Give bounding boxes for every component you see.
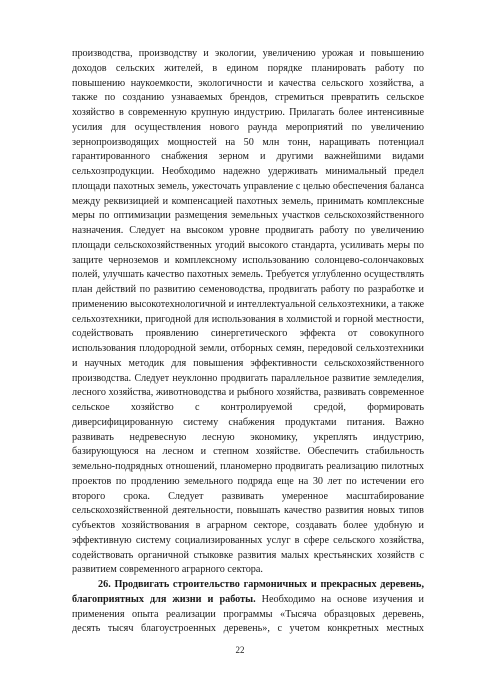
text-line: земельно-подрядных отношений, планомерно продвигать реализацию пилотных <box>72 461 424 472</box>
text-line: меры по оптимизации размещения земельных участков сельскохозяйственного <box>72 210 424 222</box>
text-line: сельскохозяйственной деятельности, повышать качество развития новых типов <box>72 505 424 517</box>
text-line: сельское хозяйство с контролируемой средой, формировать <box>72 402 424 413</box>
text-line: полей, улучшать качество пахотных земель. Требуется углубленно осуществлять <box>72 269 424 281</box>
section-text: Необходимо на основе изучения и <box>255 593 424 605</box>
text-line: сельхозтехники, пригодной для использования в холмистой и горной местности, <box>72 313 424 325</box>
text-line: второго срока. Следует развивать умеренное масштабирование <box>72 490 424 502</box>
text-line: назначения. Следует на высоком уровне продвигать работу по увеличению <box>72 225 424 236</box>
text-line: производства. Следует неуклонно продвигать параллельное развитие земледелия, <box>72 372 424 384</box>
section-heading: 26. Продвигать строительство гармоничных и прекрасных деревень, <box>98 579 424 590</box>
text-line: план действий по развитию семеноводства, продвигать работу по разработке и <box>72 284 424 295</box>
text-line: и научных методик для повышения эффективности сельскохозяйственного <box>72 357 424 369</box>
page-number: 22 <box>235 645 245 655</box>
text-line: хозяйство в современную крупную индустрию. Прилагать более интенсивные <box>72 107 424 118</box>
text-line: субъектов хозяйствования в аграрном секторе, создавать более удобную и <box>72 520 424 531</box>
text-line: также по созданию узнаваемых брендов, стремиться превратить сельское <box>72 92 424 104</box>
text-line: лесного хозяйства, животноводства и рыбного хозяйства, развивать современное <box>72 387 424 399</box>
text-line: базирующуюся на лесном и степном хозяйстве. Обеспечить стабильность <box>72 446 424 458</box>
text-line: площади пахотных земель, ужесточать управление с целью обеспечения баланса <box>72 180 424 192</box>
text-line: гарантированного снабжения зерном и другими важнейшими видами <box>72 151 424 163</box>
text-line: повышению наукоемкости, экологичности и качества сельского хозяйства, а <box>72 77 424 89</box>
text-line: защите черноземов и комплексному использованию солонцево-солончаковых <box>72 254 424 266</box>
text-line: усилия для осуществления нового раунда мероприятий по увеличению <box>72 121 424 133</box>
section-heading-line <box>72 593 424 608</box>
text-line: диверсифицированную систему снабжения продуктами питания. Важно <box>72 416 424 428</box>
text-line: содействовать проявлению синергетического эффекта от совокупного <box>72 328 424 340</box>
text-line: доходов сельских жителей, в едином порядке планировать работу по <box>72 62 424 74</box>
section-heading-line <box>72 578 424 593</box>
text-line: содействовать органичной стыковке развития малых крестьянских хозяйств с <box>72 549 424 561</box>
text-line: десять тысяч благоустроенных деревень», с учетом конкретных местных <box>72 623 424 635</box>
text-line: эффективную систему социализированных услуг в сфере сельского хозяйства, <box>72 534 424 546</box>
text-line: производства, производству и экологии, увеличению урожая и повышению <box>72 48 424 59</box>
text-line: применения опыта реализации программы «Тысяча образцовых деревень, <box>72 608 424 620</box>
text-line: сельхозпродукции. Необходимо надежно удерживать минимальный предел <box>72 166 424 177</box>
text-line: развивать недревесную лесную экономику, укреплять индустрию, <box>72 431 424 443</box>
section-heading-continued: благоприятных для жизни и работы. <box>72 593 256 605</box>
text-line: проектов по продлению земельного подряда еще на 30 лет по истечении его <box>72 475 424 487</box>
text-line: применению высокотехнологичной и интеллектуальной сельхозтехники, а также <box>72 298 424 310</box>
text-line: зернопроизводящих мощностей на 50 млн тонн, наращивать потенциал <box>72 136 424 148</box>
text-line: площади сельскохозяйственных угодий высокого стандарта, усиливать меры по <box>72 239 424 251</box>
text-line: использования плодородной земли, отборных семян, передовой сельхозтехники <box>72 343 424 354</box>
text-line: между реквизицией и компенсацией пахотных земель, принимать комплексные <box>72 195 424 207</box>
body-text <box>72 47 424 637</box>
text-line: развитием современного аграрного сектора. <box>72 564 263 576</box>
